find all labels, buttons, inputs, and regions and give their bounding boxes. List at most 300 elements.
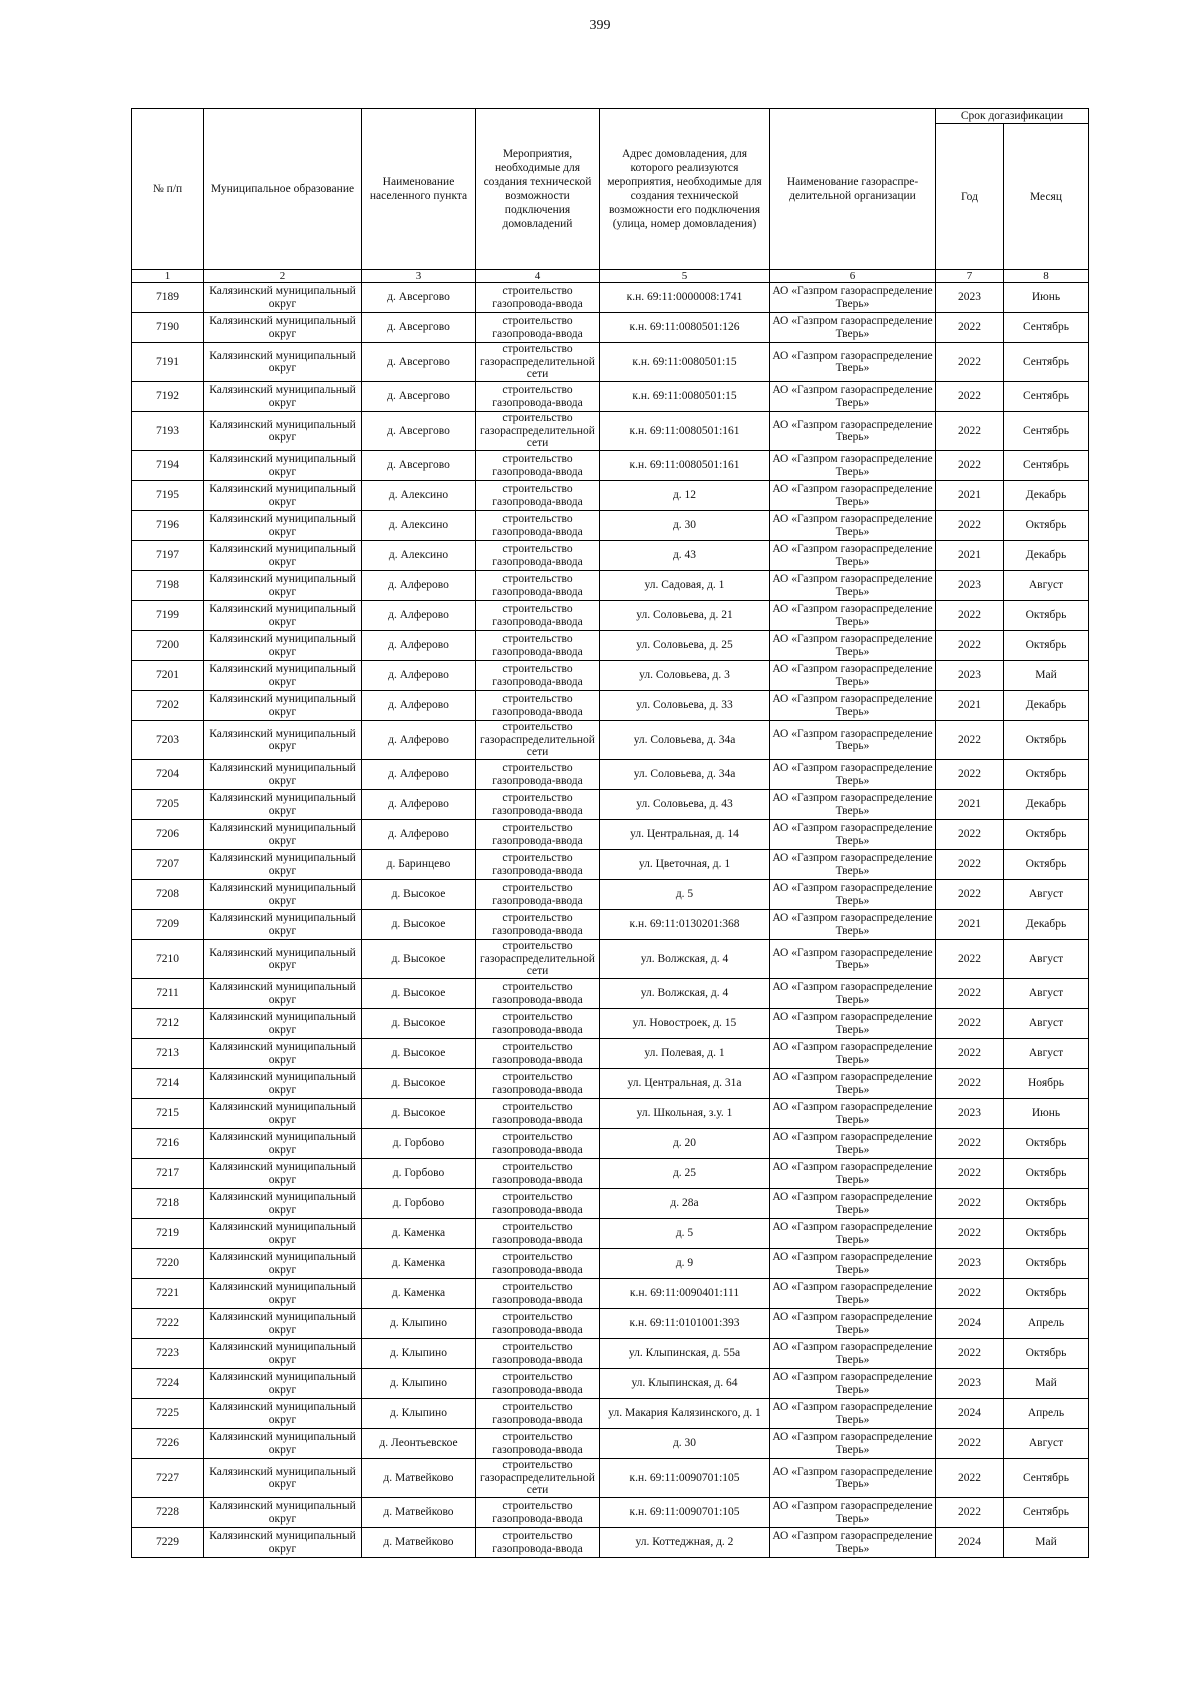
cell-measure: строительство газопровода-ввода <box>476 1189 600 1219</box>
cell-year: 2022 <box>936 1159 1004 1189</box>
cell-month: Сентябрь <box>1004 1459 1089 1498</box>
column-number: 3 <box>362 270 476 283</box>
cell-year: 2022 <box>936 313 1004 343</box>
cell-organization: АО «Газпром газораспределение Тверь» <box>770 412 936 451</box>
cell-number: 7215 <box>132 1099 204 1129</box>
table-row <box>132 1189 1089 1219</box>
cell-settlement: д. Высокое <box>362 1039 476 1069</box>
table-row <box>132 1099 1089 1129</box>
cell-municipality: Калязинский муниципальный округ <box>204 940 362 979</box>
cell-measure: строительство газопровода-ввода <box>476 979 600 1009</box>
cell-number: 7204 <box>132 760 204 790</box>
cell-year: 2022 <box>936 631 1004 661</box>
cell-year: 2022 <box>936 451 1004 481</box>
cell-settlement: д. Горбово <box>362 1159 476 1189</box>
cell-settlement: д. Матвейково <box>362 1459 476 1498</box>
table-row <box>132 1069 1089 1099</box>
cell-settlement: д. Авсергово <box>362 382 476 412</box>
cell-address: д. 12 <box>600 481 770 511</box>
cell-municipality: Калязинский муниципальный округ <box>204 1399 362 1429</box>
cell-year: 2022 <box>936 1129 1004 1159</box>
cell-organization: АО «Газпром газораспределение Тверь» <box>770 820 936 850</box>
cell-organization: АО «Газпром газораспределение Тверь» <box>770 1219 936 1249</box>
cell-municipality: Калязинский муниципальный округ <box>204 1219 362 1249</box>
cell-municipality: Калязинский муниципальный округ <box>204 1429 362 1459</box>
cell-municipality: Калязинский муниципальный округ <box>204 691 362 721</box>
cell-settlement: д. Алферово <box>362 571 476 601</box>
cell-organization: АО «Газпром газораспределение Тверь» <box>770 631 936 661</box>
cell-address: д. 43 <box>600 541 770 571</box>
cell-month: Сентябрь <box>1004 313 1089 343</box>
cell-measure: строительство газопровода-ввода <box>476 850 600 880</box>
cell-measure: строительство газораспределительной сети <box>476 1459 600 1498</box>
header-row-group <box>132 109 1089 124</box>
cell-measure: строительство газопровода-ввода <box>476 661 600 691</box>
cell-municipality: Калязинский муниципальный округ <box>204 1279 362 1309</box>
cell-month: Октябрь <box>1004 1129 1089 1159</box>
cell-number: 7198 <box>132 571 204 601</box>
cell-municipality: Калязинский муниципальный округ <box>204 850 362 880</box>
cell-number: 7200 <box>132 631 204 661</box>
cell-municipality: Калязинский муниципальный округ <box>204 343 362 382</box>
cell-settlement: д. Алексино <box>362 481 476 511</box>
cell-settlement: д. Горбово <box>362 1129 476 1159</box>
cell-organization: АО «Газпром газораспределение Тверь» <box>770 1279 936 1309</box>
cell-year: 2022 <box>936 343 1004 382</box>
cell-number: 7189 <box>132 283 204 313</box>
gasification-table <box>131 108 1089 1558</box>
cell-municipality: Калязинский муниципальный округ <box>204 382 362 412</box>
cell-settlement: д. Каменка <box>362 1249 476 1279</box>
cell-municipality: Калязинский муниципальный округ <box>204 631 362 661</box>
cell-organization: АО «Газпром газораспределение Тверь» <box>770 571 936 601</box>
table-row <box>132 1309 1089 1339</box>
cell-address: ул. Коттеджная, д. 2 <box>600 1528 770 1558</box>
cell-month: Октябрь <box>1004 1279 1089 1309</box>
cell-municipality: Калязинский муниципальный округ <box>204 571 362 601</box>
cell-year: 2024 <box>936 1399 1004 1429</box>
table-row <box>132 790 1089 820</box>
cell-measure: строительство газораспределительной сети <box>476 721 600 760</box>
cell-year: 2022 <box>936 880 1004 910</box>
table-row <box>132 1528 1089 1558</box>
cell-municipality: Калязинский муниципальный округ <box>204 1009 362 1039</box>
col-header-organization: Наименование газораспре-делительной организации <box>770 109 936 270</box>
page-number: 399 <box>589 18 611 33</box>
cell-measure: строительство газопровода-ввода <box>476 631 600 661</box>
cell-number: 7196 <box>132 511 204 541</box>
cell-measure: строительство газопровода-ввода <box>476 790 600 820</box>
cell-organization: АО «Газпром газораспределение Тверь» <box>770 661 936 691</box>
cell-year: 2023 <box>936 661 1004 691</box>
cell-measure: строительство газопровода-ввода <box>476 1099 600 1129</box>
cell-organization: АО «Газпром газораспределение Тверь» <box>770 1399 936 1429</box>
cell-number: 7218 <box>132 1189 204 1219</box>
cell-settlement: д. Алферово <box>362 790 476 820</box>
cell-address: ул. Соловьева, д. 34а <box>600 760 770 790</box>
cell-address: ул. Садовая, д. 1 <box>600 571 770 601</box>
col-header-month: Месяц <box>1004 124 1089 270</box>
cell-measure: строительство газопровода-ввода <box>476 511 600 541</box>
cell-year: 2022 <box>936 1039 1004 1069</box>
cell-number: 7195 <box>132 481 204 511</box>
cell-year: 2021 <box>936 910 1004 940</box>
cell-municipality: Калязинский муниципальный округ <box>204 790 362 820</box>
cell-settlement: д. Алексино <box>362 541 476 571</box>
cell-municipality: Калязинский муниципальный округ <box>204 601 362 631</box>
cell-address: д. 30 <box>600 511 770 541</box>
cell-year: 2022 <box>936 940 1004 979</box>
cell-organization: АО «Газпром газораспределение Тверь» <box>770 721 936 760</box>
cell-year: 2022 <box>936 979 1004 1009</box>
cell-settlement: д. Высокое <box>362 880 476 910</box>
cell-municipality: Калязинский муниципальный округ <box>204 511 362 541</box>
cell-organization: АО «Газпром газораспределение Тверь» <box>770 880 936 910</box>
cell-settlement: д. Высокое <box>362 940 476 979</box>
cell-address: ул. Центральная, д. 14 <box>600 820 770 850</box>
cell-address: ул. Цветочная, д. 1 <box>600 850 770 880</box>
cell-month: Декабрь <box>1004 790 1089 820</box>
table-row <box>132 1159 1089 1189</box>
cell-settlement: д. Алексино <box>362 511 476 541</box>
cell-number: 7223 <box>132 1339 204 1369</box>
cell-municipality: Калязинский муниципальный округ <box>204 1159 362 1189</box>
cell-organization: АО «Газпром газораспределение Тверь» <box>770 1189 936 1219</box>
cell-settlement: д. Алферово <box>362 721 476 760</box>
cell-number: 7219 <box>132 1219 204 1249</box>
cell-organization: АО «Газпром газораспределение Тверь» <box>770 1369 936 1399</box>
cell-month: Май <box>1004 1528 1089 1558</box>
cell-address: к.н. 69:11:0080501:15 <box>600 343 770 382</box>
cell-month: Октябрь <box>1004 601 1089 631</box>
cell-settlement: д. Клыпино <box>362 1369 476 1399</box>
cell-settlement: д. Высокое <box>362 1009 476 1039</box>
cell-number: 7212 <box>132 1009 204 1039</box>
cell-address: ул. Новостроек, д. 15 <box>600 1009 770 1039</box>
cell-measure: строительство газопровода-ввода <box>476 283 600 313</box>
cell-measure: строительство газопровода-ввода <box>476 451 600 481</box>
cell-year: 2022 <box>936 511 1004 541</box>
cell-municipality: Калязинский муниципальный округ <box>204 1099 362 1129</box>
cell-address: к.н. 69:11:0090701:105 <box>600 1459 770 1498</box>
cell-settlement: д. Алферово <box>362 601 476 631</box>
table-row <box>132 1339 1089 1369</box>
cell-year: 2022 <box>936 1069 1004 1099</box>
cell-month: Май <box>1004 661 1089 691</box>
cell-number: 7192 <box>132 382 204 412</box>
table-row <box>132 1129 1089 1159</box>
cell-organization: АО «Газпром газораспределение Тверь» <box>770 910 936 940</box>
cell-number: 7229 <box>132 1528 204 1558</box>
column-number: 2 <box>204 270 362 283</box>
cell-year: 2022 <box>936 760 1004 790</box>
cell-municipality: Калязинский муниципальный округ <box>204 541 362 571</box>
cell-year: 2024 <box>936 1528 1004 1558</box>
cell-number: 7220 <box>132 1249 204 1279</box>
table-row <box>132 541 1089 571</box>
cell-year: 2021 <box>936 691 1004 721</box>
cell-month: Декабрь <box>1004 910 1089 940</box>
cell-year: 2022 <box>936 1189 1004 1219</box>
cell-organization: АО «Газпром газораспределение Тверь» <box>770 343 936 382</box>
cell-month: Декабрь <box>1004 541 1089 571</box>
cell-year: 2021 <box>936 481 1004 511</box>
cell-number: 7216 <box>132 1129 204 1159</box>
table-row <box>132 940 1089 979</box>
table-row <box>132 1249 1089 1279</box>
cell-settlement: д. Алферово <box>362 760 476 790</box>
col-header-number: № п/п <box>132 109 204 270</box>
cell-number: 7221 <box>132 1279 204 1309</box>
column-number: 5 <box>600 270 770 283</box>
cell-organization: АО «Газпром газораспределение Тверь» <box>770 1498 936 1528</box>
cell-month: Октябрь <box>1004 1249 1089 1279</box>
cell-month: Май <box>1004 1369 1089 1399</box>
cell-organization: АО «Газпром газораспределение Тверь» <box>770 601 936 631</box>
cell-measure: строительство газопровода-ввода <box>476 1498 600 1528</box>
cell-address: ул. Клыпинская, д. 64 <box>600 1369 770 1399</box>
cell-municipality: Калязинский муниципальный округ <box>204 481 362 511</box>
cell-address: к.н. 69:11:0130201:368 <box>600 910 770 940</box>
cell-number: 7190 <box>132 313 204 343</box>
cell-organization: АО «Газпром газораспределение Тверь» <box>770 511 936 541</box>
cell-municipality: Калязинский муниципальный округ <box>204 1339 362 1369</box>
table-row <box>132 850 1089 880</box>
cell-month: Август <box>1004 571 1089 601</box>
cell-organization: АО «Газпром газораспределение Тверь» <box>770 1159 936 1189</box>
cell-address: к.н. 69:11:0090401:111 <box>600 1279 770 1309</box>
cell-settlement: д. Каменка <box>362 1219 476 1249</box>
cell-month: Август <box>1004 1429 1089 1459</box>
table-row <box>132 910 1089 940</box>
cell-municipality: Калязинский муниципальный округ <box>204 1069 362 1099</box>
cell-measure: строительство газопровода-ввода <box>476 313 600 343</box>
cell-municipality: Калязинский муниципальный округ <box>204 820 362 850</box>
cell-year: 2022 <box>936 382 1004 412</box>
cell-organization: АО «Газпром газораспределение Тверь» <box>770 1339 936 1369</box>
cell-address: д. 5 <box>600 880 770 910</box>
cell-number: 7208 <box>132 880 204 910</box>
cell-month: Октябрь <box>1004 760 1089 790</box>
cell-address: ул. Клыпинская, д. 55а <box>600 1339 770 1369</box>
col-header-settlement: Наименование населенного пункта <box>362 109 476 270</box>
cell-month: Октябрь <box>1004 1219 1089 1249</box>
cell-address: ул. Соловьева, д. 33 <box>600 691 770 721</box>
cell-municipality: Калязинский муниципальный округ <box>204 1498 362 1528</box>
cell-year: 2022 <box>936 1429 1004 1459</box>
table-row <box>132 313 1089 343</box>
cell-year: 2023 <box>936 1369 1004 1399</box>
cell-address: ул. Волжская, д. 4 <box>600 979 770 1009</box>
table-row <box>132 1399 1089 1429</box>
cell-number: 7222 <box>132 1309 204 1339</box>
cell-measure: строительство газопровода-ввода <box>476 1009 600 1039</box>
cell-measure: строительство газопровода-ввода <box>476 691 600 721</box>
cell-organization: АО «Газпром газораспределение Тверь» <box>770 481 936 511</box>
cell-settlement: д. Авсергово <box>362 412 476 451</box>
cell-municipality: Калязинский муниципальный округ <box>204 451 362 481</box>
cell-organization: АО «Газпром газораспределение Тверь» <box>770 313 936 343</box>
table-row <box>132 1369 1089 1399</box>
cell-organization: АО «Газпром газораспределение Тверь» <box>770 1249 936 1279</box>
cell-municipality: Калязинский муниципальный округ <box>204 1309 362 1339</box>
table-row <box>132 571 1089 601</box>
cell-year: 2023 <box>936 283 1004 313</box>
cell-settlement: д. Авсергово <box>362 451 476 481</box>
cell-year: 2022 <box>936 412 1004 451</box>
cell-municipality: Калязинский муниципальный округ <box>204 1129 362 1159</box>
cell-settlement: д. Матвейково <box>362 1498 476 1528</box>
cell-measure: строительство газопровода-ввода <box>476 1279 600 1309</box>
cell-measure: строительство газопровода-ввода <box>476 1129 600 1159</box>
cell-measure: строительство газопровода-ввода <box>476 1249 600 1279</box>
cell-address: к.н. 69:11:0000008:1741 <box>600 283 770 313</box>
cell-measure: строительство газопровода-ввода <box>476 601 600 631</box>
cell-address: ул. Полевая, д. 1 <box>600 1039 770 1069</box>
cell-month: Август <box>1004 979 1089 1009</box>
cell-month: Апрель <box>1004 1399 1089 1429</box>
cell-month: Октябрь <box>1004 721 1089 760</box>
cell-address: д. 5 <box>600 1219 770 1249</box>
cell-address: д. 9 <box>600 1249 770 1279</box>
cell-month: Август <box>1004 1009 1089 1039</box>
cell-number: 7191 <box>132 343 204 382</box>
cell-number: 7213 <box>132 1039 204 1069</box>
cell-settlement: д. Высокое <box>362 1069 476 1099</box>
table-row <box>132 691 1089 721</box>
cell-year: 2022 <box>936 1219 1004 1249</box>
table-row <box>132 481 1089 511</box>
cell-number: 7202 <box>132 691 204 721</box>
cell-organization: АО «Газпром газораспределение Тверь» <box>770 451 936 481</box>
table-row <box>132 601 1089 631</box>
cell-measure: строительство газопровода-ввода <box>476 880 600 910</box>
table-row <box>132 412 1089 451</box>
cell-number: 7214 <box>132 1069 204 1099</box>
cell-measure: строительство газопровода-ввода <box>476 1528 600 1558</box>
cell-address: ул. Соловьева, д. 25 <box>600 631 770 661</box>
cell-address: ул. Соловьева, д. 3 <box>600 661 770 691</box>
cell-municipality: Калязинский муниципальный округ <box>204 313 362 343</box>
cell-number: 7197 <box>132 541 204 571</box>
cell-month: Сентябрь <box>1004 1498 1089 1528</box>
cell-settlement: д. Каменка <box>362 1279 476 1309</box>
cell-month: Декабрь <box>1004 481 1089 511</box>
cell-year: 2024 <box>936 1309 1004 1339</box>
column-number: 8 <box>1004 270 1089 283</box>
table-row <box>132 1219 1089 1249</box>
cell-organization: АО «Газпром газораспределение Тверь» <box>770 1309 936 1339</box>
column-number: 7 <box>936 270 1004 283</box>
cell-year: 2022 <box>936 850 1004 880</box>
cell-organization: АО «Газпром газораспределение Тверь» <box>770 1069 936 1099</box>
cell-month: Август <box>1004 1039 1089 1069</box>
cell-month: Август <box>1004 880 1089 910</box>
cell-organization: АО «Газпром газораспределение Тверь» <box>770 382 936 412</box>
cell-organization: АО «Газпром газораспределение Тверь» <box>770 1429 936 1459</box>
cell-number: 7205 <box>132 790 204 820</box>
cell-organization: АО «Газпром газораспределение Тверь» <box>770 979 936 1009</box>
cell-organization: АО «Газпром газораспределение Тверь» <box>770 1039 936 1069</box>
cell-measure: строительство газопровода-ввода <box>476 1429 600 1459</box>
cell-address: к.н. 69:11:0080501:161 <box>600 412 770 451</box>
cell-measure: строительство газопровода-ввода <box>476 1069 600 1099</box>
col-header-measures: Мероприятия, необходимые для создания технической возможности подключения домовладений <box>476 109 600 270</box>
cell-settlement: д. Леонтьевское <box>362 1429 476 1459</box>
cell-address: ул. Волжская, д. 4 <box>600 940 770 979</box>
cell-settlement: д. Горбово <box>362 1189 476 1219</box>
table-row <box>132 1279 1089 1309</box>
cell-address: д. 20 <box>600 1129 770 1159</box>
cell-address: ул. Соловьева, д. 34а <box>600 721 770 760</box>
cell-settlement: д. Высокое <box>362 1099 476 1129</box>
table-row <box>132 1429 1089 1459</box>
cell-measure: строительство газопровода-ввода <box>476 1339 600 1369</box>
cell-year: 2023 <box>936 1249 1004 1279</box>
cell-settlement: д. Алферово <box>362 631 476 661</box>
cell-address: к.н. 69:11:0080501:126 <box>600 313 770 343</box>
cell-number: 7225 <box>132 1399 204 1429</box>
cell-measure: строительство газопровода-ввода <box>476 382 600 412</box>
cell-measure: строительство газопровода-ввода <box>476 481 600 511</box>
col-header-deadline-group: Срок догазификации <box>936 109 1089 124</box>
cell-year: 2022 <box>936 721 1004 760</box>
cell-year: 2022 <box>936 601 1004 631</box>
cell-address: к.н. 69:11:0090701:105 <box>600 1498 770 1528</box>
cell-number: 7201 <box>132 661 204 691</box>
cell-number: 7227 <box>132 1459 204 1498</box>
cell-municipality: Калязинский муниципальный округ <box>204 1528 362 1558</box>
cell-municipality: Калязинский муниципальный округ <box>204 1189 362 1219</box>
cell-measure: строительство газопровода-ввода <box>476 760 600 790</box>
cell-month: Сентябрь <box>1004 412 1089 451</box>
table-row <box>132 880 1089 910</box>
cell-settlement: д. Матвейково <box>362 1528 476 1558</box>
table-row <box>132 1009 1089 1039</box>
cell-year: 2022 <box>936 1498 1004 1528</box>
cell-measure: строительство газопровода-ввода <box>476 1399 600 1429</box>
cell-measure: строительство газопровода-ввода <box>476 1219 600 1249</box>
cell-address: ул. Школьная, з.у. 1 <box>600 1099 770 1129</box>
cell-number: 7228 <box>132 1498 204 1528</box>
cell-municipality: Калязинский муниципальный округ <box>204 880 362 910</box>
cell-number: 7203 <box>132 721 204 760</box>
cell-year: 2021 <box>936 541 1004 571</box>
cell-month: Октябрь <box>1004 850 1089 880</box>
cell-year: 2023 <box>936 1099 1004 1129</box>
cell-measure: строительство газораспределительной сети <box>476 412 600 451</box>
cell-number: 7226 <box>132 1429 204 1459</box>
cell-address: ул. Соловьева, д. 21 <box>600 601 770 631</box>
cell-month: Октябрь <box>1004 1159 1089 1189</box>
cell-month: Октябрь <box>1004 1189 1089 1219</box>
table-row <box>132 979 1089 1009</box>
cell-measure: строительство газопровода-ввода <box>476 910 600 940</box>
cell-municipality: Калязинский муниципальный округ <box>204 979 362 1009</box>
table-body <box>132 283 1089 1558</box>
cell-month: Сентябрь <box>1004 343 1089 382</box>
cell-organization: АО «Газпром газораспределение Тверь» <box>770 1528 936 1558</box>
col-header-municipality: Муниципальное образование <box>204 109 362 270</box>
cell-municipality: Калязинский муниципальный округ <box>204 661 362 691</box>
cell-month: Сентябрь <box>1004 451 1089 481</box>
cell-organization: АО «Газпром газораспределение Тверь» <box>770 1459 936 1498</box>
cell-municipality: Калязинский муниципальный округ <box>204 412 362 451</box>
cell-organization: АО «Газпром газораспределение Тверь» <box>770 1009 936 1039</box>
cell-settlement: д. Клыпино <box>362 1309 476 1339</box>
cell-month: Апрель <box>1004 1309 1089 1339</box>
cell-address: к.н. 69:11:0080501:161 <box>600 451 770 481</box>
